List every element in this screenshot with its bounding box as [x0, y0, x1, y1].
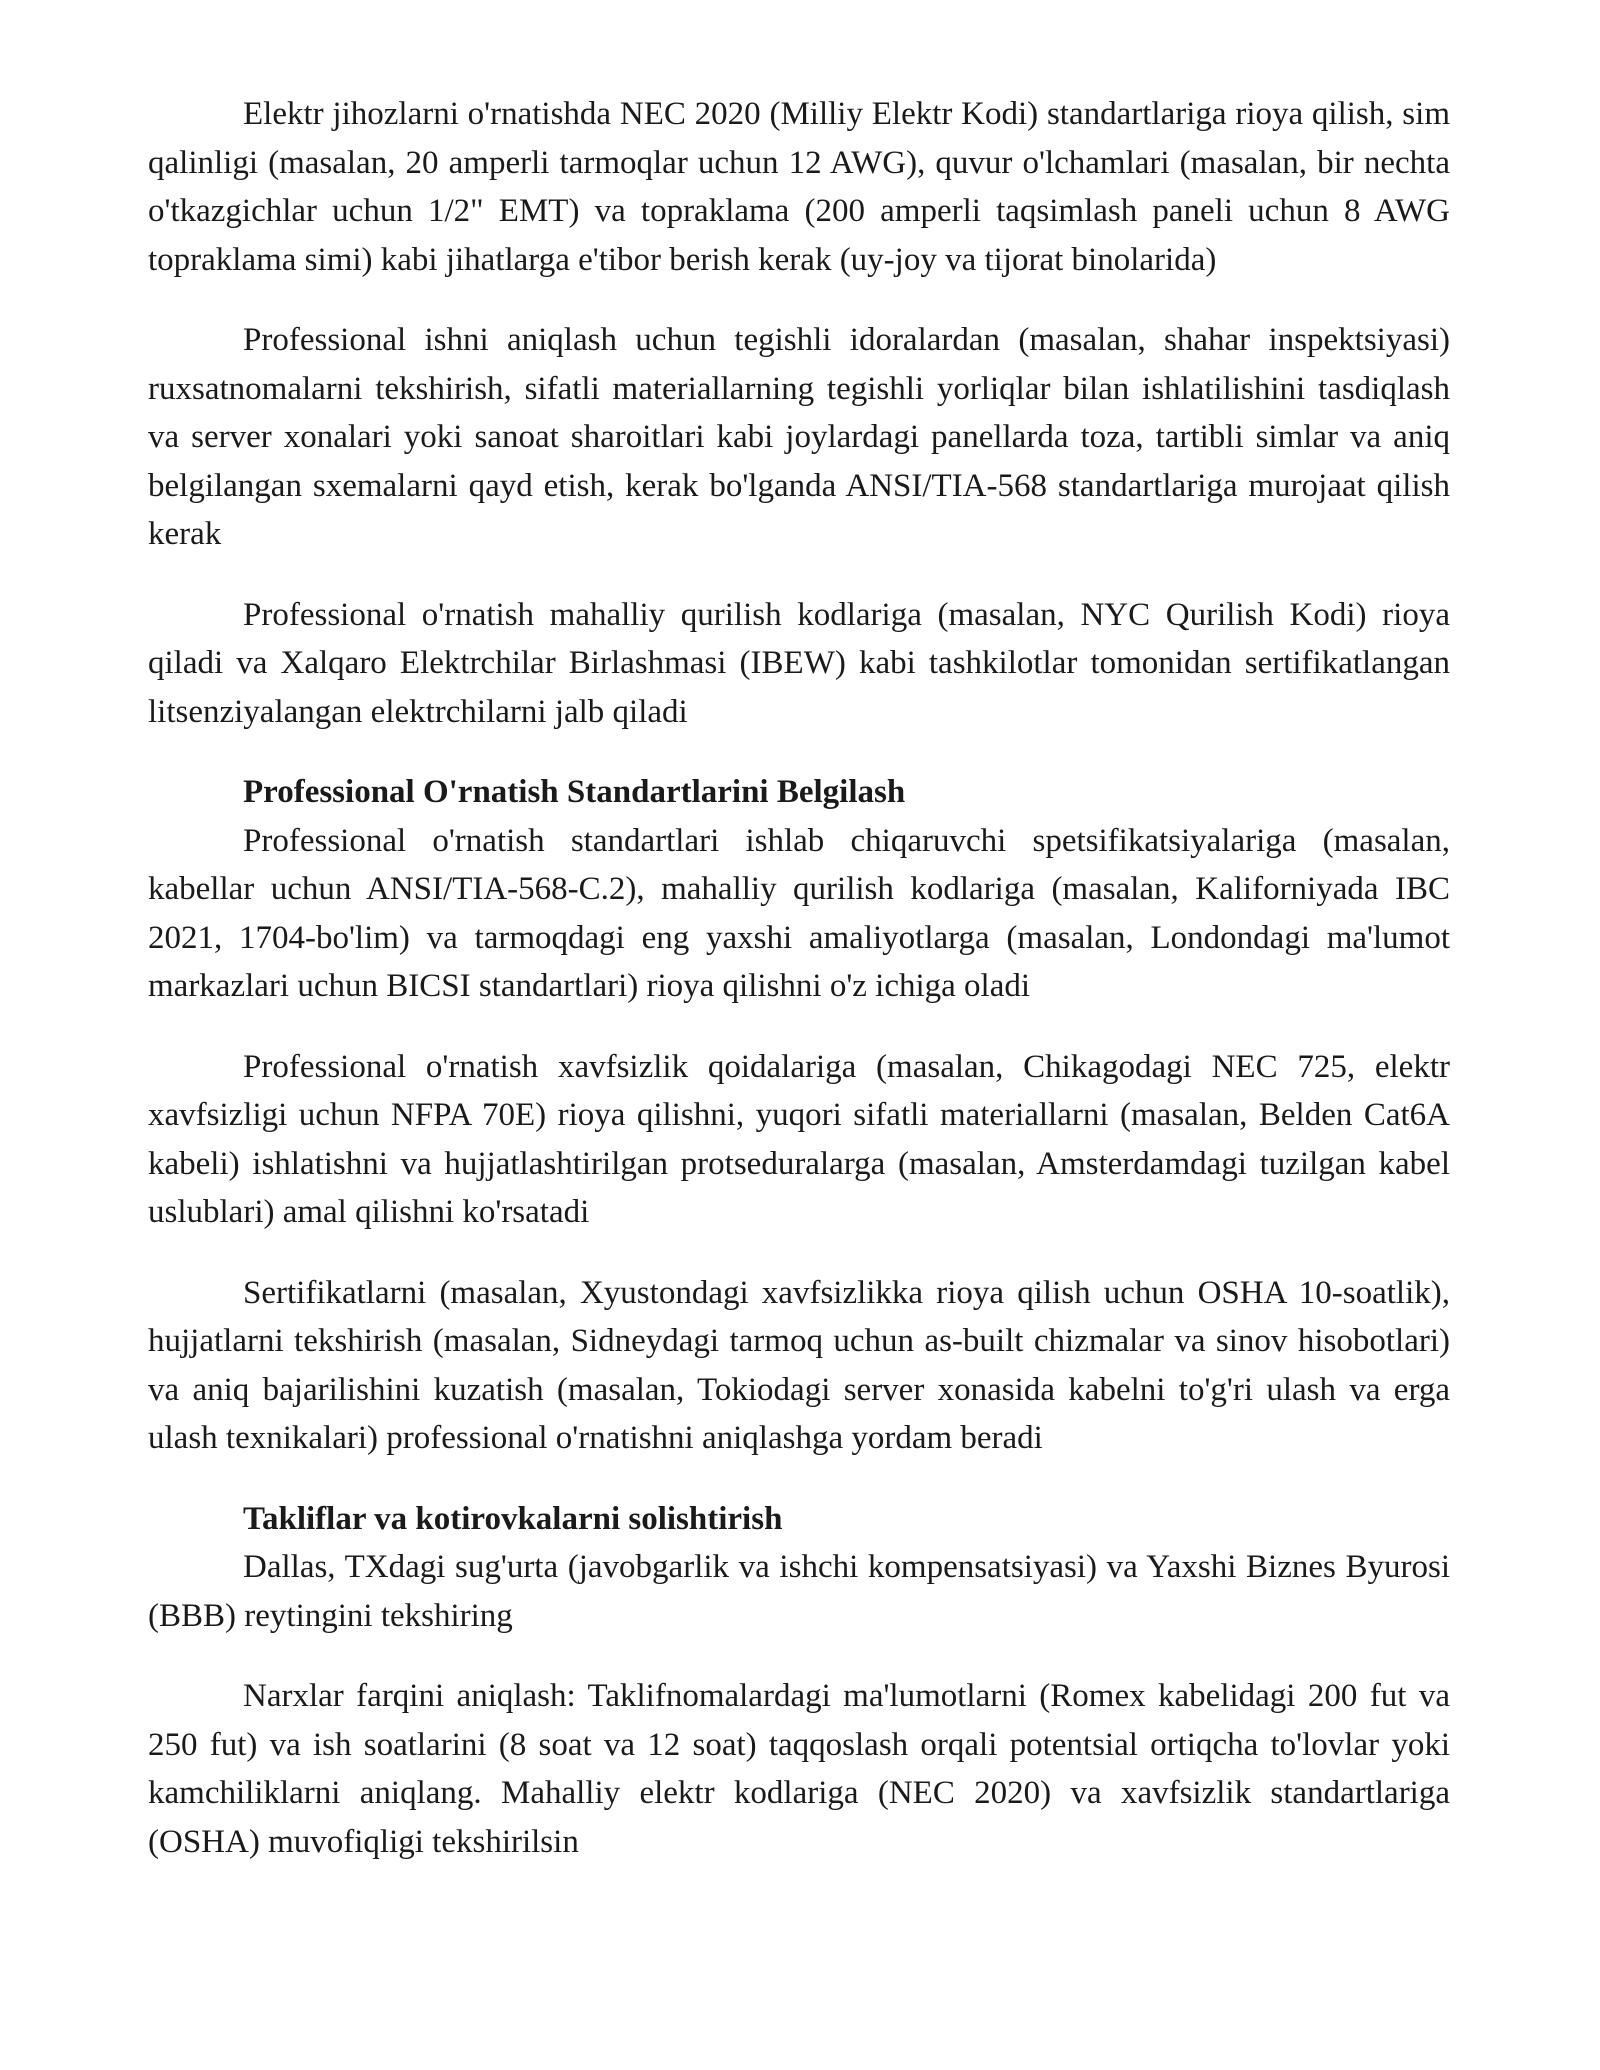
paragraph-professional-work: Professional ishni aniqlash uchun tegishli idoralardan (masalan, shahar inspektsiyasi) ruxsatnomalarni tekshirish, sifatli materiallarning tegishli yorliqlar bilan ishlatilishini tasdiqlash va server xonalari yoki sanoat sharoitlari kabi joylardagi panellarda toza, tartibli simlar va aniq belgilangan sxemalarni qayd etish, kerak bo'lganda ANSI/TIA-568 standartlariga murojaat qilish kerak [148, 322, 1450, 552]
paragraph-certificates: Sertifikatlarni (masalan, Xyustondagi xavfsizlikka rioya qilish uchun OSHA 10-soatlik), hujjatlarni tekshirish (masalan, Sidneydagi tarmoq uchun as-built chizmalar va sinov hisobotlari) va aniq bajarilishini kuzatish (masalan, Tokiodagi server xonasida kabelni to'g'ri ulash va erga ulash texnikalari) professional o'rnatishni aniqlashga yordam beradi [148, 1274, 1450, 1456]
paragraph-safety-rules: Professional o'rnatish xavfsizlik qoidalariga (masalan, Chikagodagi NEC 725, elektr xavfsizligi uchun NFPA 70E) rioya qilishni, yuqori sifatli materiallarni (masalan, Belden Cat6A kabeli) ishlatishni va hujjatlashtirilgan protseduralarga (masalan, Amsterdamdagi tuzilgan kabel uslublari) amal qilishni ko'rsatadi [148, 1048, 1450, 1230]
paragraph-local-codes: Professional o'rnatish mahalliy qurilish kodlariga (masalan, NYC Qurilish Kodi) rioya qiladi va Xalqaro Elektrchilar Birlashmasi (IBEW) kabi tashkilotlar tomonidan sertifikatlangan litsenziyalangan elektrchilarni jalb qiladi [148, 596, 1450, 730]
paragraph-insurance-check: Dallas, TXdagi sug'urta (javobgarlik va ishchi kompensatsiyasi) va Yaxshi Biznes Byurosi (BBB) reytingini tekshiring [148, 1549, 1450, 1634]
paragraph-nec-2020: Elektr jihozlarni o'rnatishda NEC 2020 (Milliy Elektr Kodi) standartlariga rioya qilish, sim qalinligi (masalan, 20 amperli tarmoqlar uchun 12 AWG), quvur o'lchamlari (masalan, bir nechta o'tkazgichlar uchun 1/2" EMT) va topraklama (200 amperli taqsimlash paneli uchun 8 AWG topraklama simi) kabi jihatlarga e'tibor berish kerak (uy-joy va tijorat binolarida) [148, 96, 1450, 278]
paragraph-manufacturer-specs: Professional o'rnatish standartlari ishlab chiqaruvchi spetsifikatsiyalariga (masalan, kabellar uchun ANSI/TIA-568-C.2), mahalliy qurilish kodlariga (masalan, Kaliforniyada IBC 2021, 1704-bo'lim) va tarmoqdagi eng yaxshi amaliyotlarga (masalan, Londondagi ma'lumot markazlari uchun BICSI standartlari) rioya qilishni o'z ichiga oladi [148, 822, 1450, 1004]
paragraph-price-differences: Narxlar farqini aniqlash: Taklifnomalardagi ma'lumotlarni (Romex kabelidagi 200 fut va 250 fut) va ish soatlarini (8 soat va 12 soat) taqqoslash orqali potentsial ortiqcha to'lovlar yoki kamchiliklarni aniqlang. Mahalliy elektr kodlariga (NEC 2020) va xavfsizlik standartlariga (OSHA) muvofiqligi tekshirilsin [148, 1678, 1450, 1860]
document-page [148, 90, 1450, 1898]
heading-compare-quotes: Takliflar va kotirovkalarni solishtirish [243, 1500, 783, 1537]
heading-installation-standards: Professional O'rnatish Standartlarini Belgilash [243, 774, 906, 810]
